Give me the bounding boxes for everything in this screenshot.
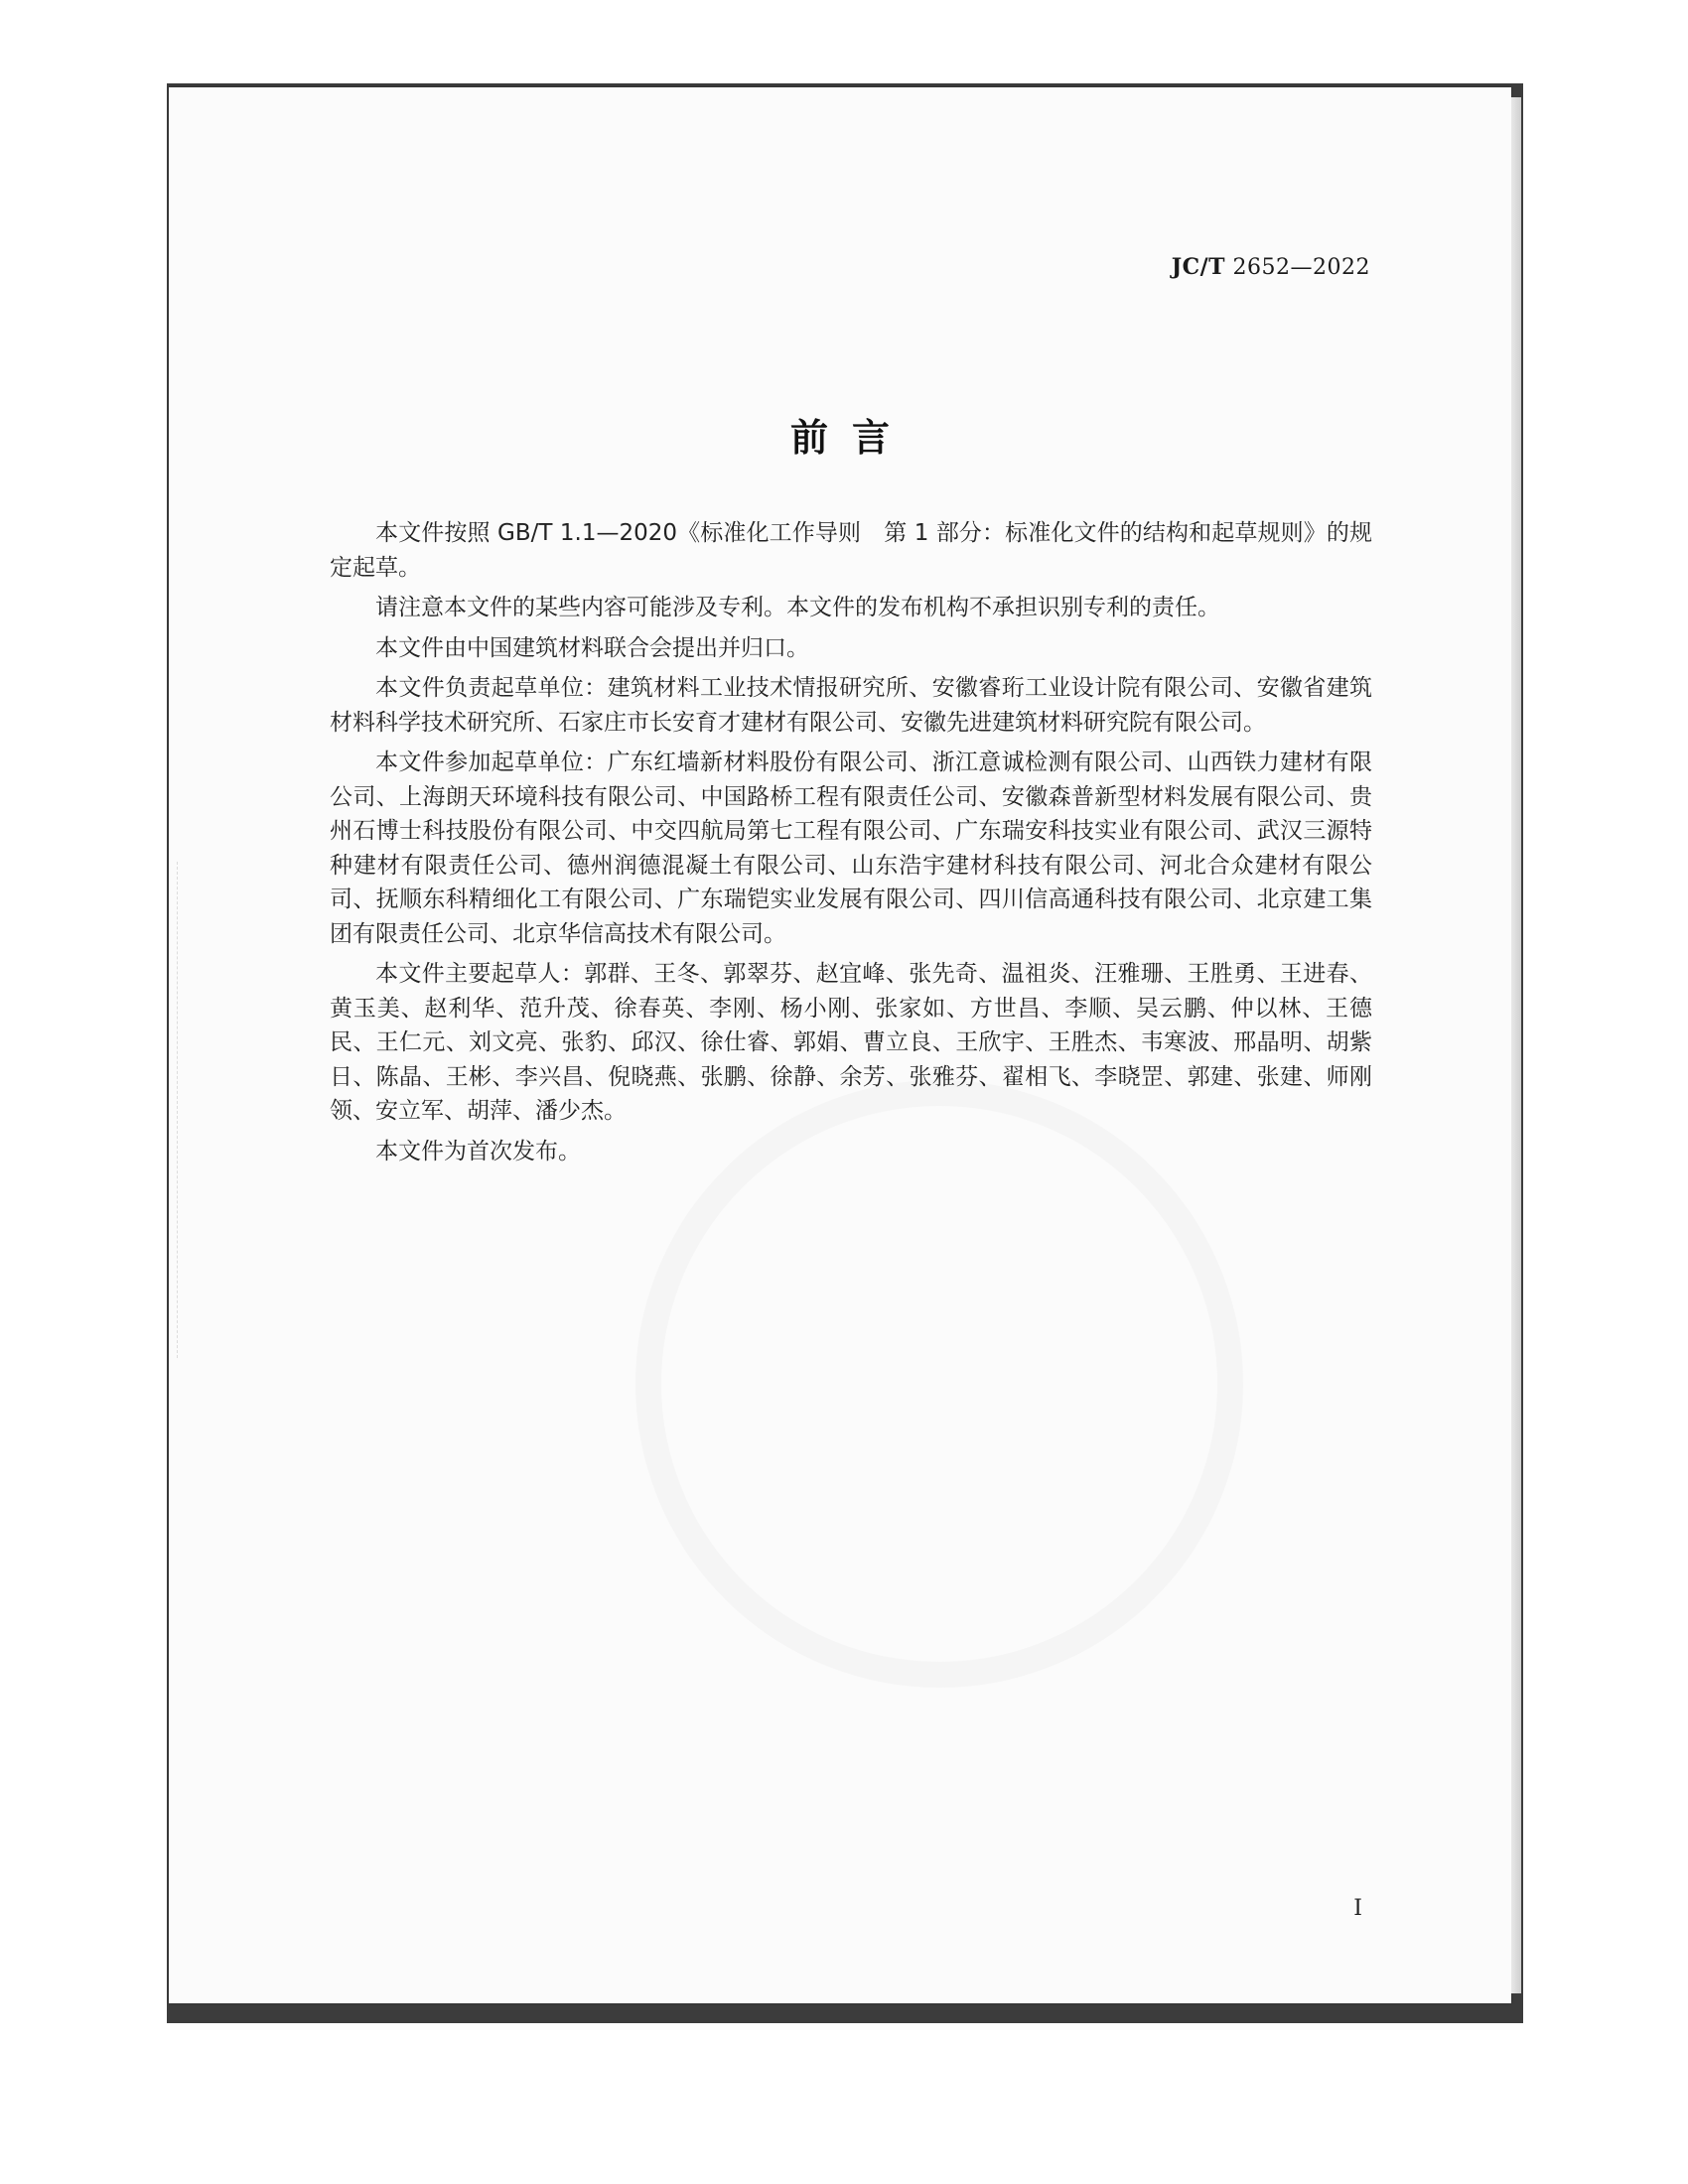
paragraph-first-release: 本文件为首次发布。 — [375, 1138, 581, 1164]
paragraph-proposer: 本文件由中国建筑材料联合会提出并归口。 — [375, 634, 809, 661]
paragraph-main-drafters: 本文件主要起草人：郭群、王冬、郭翠芬、赵宜峰、张先奇、温祖炎、汪雅珊、王胜勇、王进春、黄玉美、赵利华、范升茂、徐春英、李刚、杨小刚、张家如、方世昌、李顺、吴云鹏、仲以林、王德民、王仁元、刘文亮、张豹、邱汉、徐仕睿、郭娟、曹立良、王欣宇、王胜杰、韦寒波、邢晶明、胡紫日、陈晶、王彬、李兴昌、倪晓燕、张鹏、徐静、余芳、张雅芬、翟相飞、李晓罡、郭建、张建、师刚领、安立军、胡萍、潘少杰。 — [330, 961, 1372, 1124]
standard-code — [1172, 254, 1370, 280]
paragraph-lead-drafters: 本文件负责起草单位：建筑材料工业技术情报研究所、安徽睿珩工业设计院有限公司、安徽省建筑材料科学技术研究所、石家庄市长安育才建材有限公司、安徽先进建筑材料研究院有限公司。 — [330, 675, 1372, 736]
page-number: I — [1353, 1896, 1362, 1921]
paragraph-drafting-rules: 本文件按照 GB/T 1.1—2020《标准化工作导则 第 1 部分：标准化文件的结构和起草规则》的规定起草。 — [330, 520, 1372, 581]
page-title: 前言 — [789, 416, 914, 460]
foreword-body — [330, 516, 1372, 1174]
paragraph-patent-notice: 请注意本文件的某些内容可能涉及专利。本文件的发布机构不承担识别专利的责任。 — [375, 595, 1220, 620]
standard-code-number: 2652—2022 — [1232, 255, 1370, 280]
standard-code-prefix: JC/T — [1171, 254, 1226, 280]
paragraph-participating-drafters: 本文件参加起草单位：广东红墙新材料股份有限公司、浙江意诚检测有限公司、山西铁力建材有限公司、上海朗天环境科技有限公司、中国路桥工程有限责任公司、安徽森普新型材料发展有限公司、贵州石博士科技股份有限公司、中交四航局第七工程有限公司、广东瑞安科技实业有限公司、武汉三源特种建材有限责任公司、德州润德混凝土有限公司、山东浩宇建材科技有限公司、河北合众建材有限公司、抚顺东科精细化工有限公司、广东瑞铠实业发展有限公司、四川信高通科技有限公司、北京建工集团有限责任公司、北京华信高技术有限公司。 — [330, 750, 1372, 947]
binding-holes — [177, 862, 182, 1358]
page-edge-shadow — [1511, 97, 1521, 1993]
document-page — [169, 87, 1511, 2003]
